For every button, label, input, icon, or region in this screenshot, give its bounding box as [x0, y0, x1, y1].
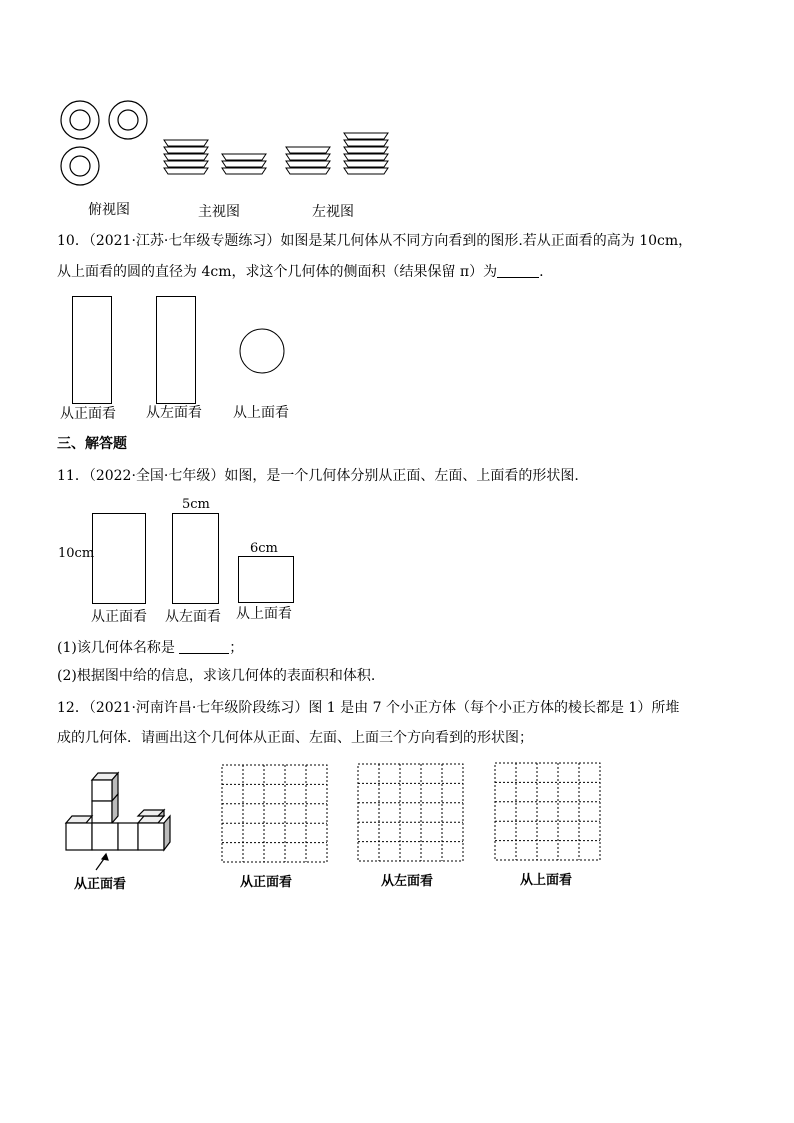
plates-top-view-figure — [58, 98, 158, 188]
q11-left-width-dimension: 5cm — [182, 497, 210, 512]
left-view-label: 左视图 — [312, 204, 354, 220]
q11-subquestion-2: (2)根据图中给的信息，求该几何体的表面积和体积. — [57, 668, 376, 684]
q11-top-label: 从上面看 — [236, 606, 292, 622]
q10-answer-blank — [497, 263, 539, 278]
q12-front-grid-label: 从正面看 — [240, 875, 293, 890]
q10-left-view-rect — [156, 296, 196, 406]
q12-front-grid — [221, 764, 331, 864]
q10-text-after-blank: . — [539, 264, 544, 280]
q11-sub1-end: ； — [229, 640, 244, 656]
plates-left-view-figure — [284, 130, 404, 190]
q11-answer-blank — [179, 639, 229, 654]
q10-top-view-circle — [238, 327, 288, 377]
top-view-label: 俯视图 — [88, 202, 130, 218]
q10-left-label: 从左面看 — [146, 405, 202, 421]
q12-text-line1: 12．（2021·河南许昌·七年级阶段练习）图 1 是由 7 个小正方体（每个小正方体的棱长都是 1）所堆 — [57, 700, 680, 716]
q11-text: 11．（2022·全国·七年级）如图，是一个几何体分别从正面、左面、上面看的形状图. — [57, 468, 579, 484]
q10-text-line2 — [57, 262, 544, 282]
q10-top-label: 从上面看 — [233, 405, 289, 421]
q11-subquestion-1 — [57, 638, 243, 658]
front-view-label: 主视图 — [198, 204, 240, 220]
q11-top-view-rect — [238, 556, 296, 604]
q12-left-grid — [357, 763, 467, 863]
q12-left-grid-label: 从左面看 — [381, 874, 434, 889]
q12-solid-label: 从正面看 — [74, 877, 127, 892]
q10-text-before-blank: 从上面看的圆的直径为 4cm，求这个几何体的侧面积（结果保留 π）为 — [57, 264, 498, 280]
q12-top-grid-label: 从上面看 — [520, 873, 573, 888]
q11-left-view-rect — [172, 513, 220, 605]
q11-left-label: 从左面看 — [165, 609, 221, 625]
q11-sub1-text: (1)该几何体名称是 — [57, 640, 175, 656]
q12-cube-stack-figure — [60, 770, 190, 890]
q11-front-view-rect — [92, 513, 148, 605]
q10-front-view-rect — [72, 296, 112, 406]
q11-front-label: 从正面看 — [91, 609, 147, 625]
section-title: 三、解答题 — [57, 436, 127, 452]
q12-top-grid — [494, 762, 604, 862]
q11-top-width-dimension: 6cm — [250, 541, 278, 556]
q10-front-label: 从正面看 — [60, 406, 116, 422]
q11-height-dimension: 10cm — [58, 546, 95, 561]
q12-text-line2: 成的几何体．请画出这个几何体从正面、左面、上面三个方向看到的形状图； — [57, 730, 533, 746]
q10-text-line1: 10．（2021·江苏·七年级专题练习）如图是某几何体从不同方向看到的图形.若从正面看的高为 10cm， — [57, 233, 693, 249]
